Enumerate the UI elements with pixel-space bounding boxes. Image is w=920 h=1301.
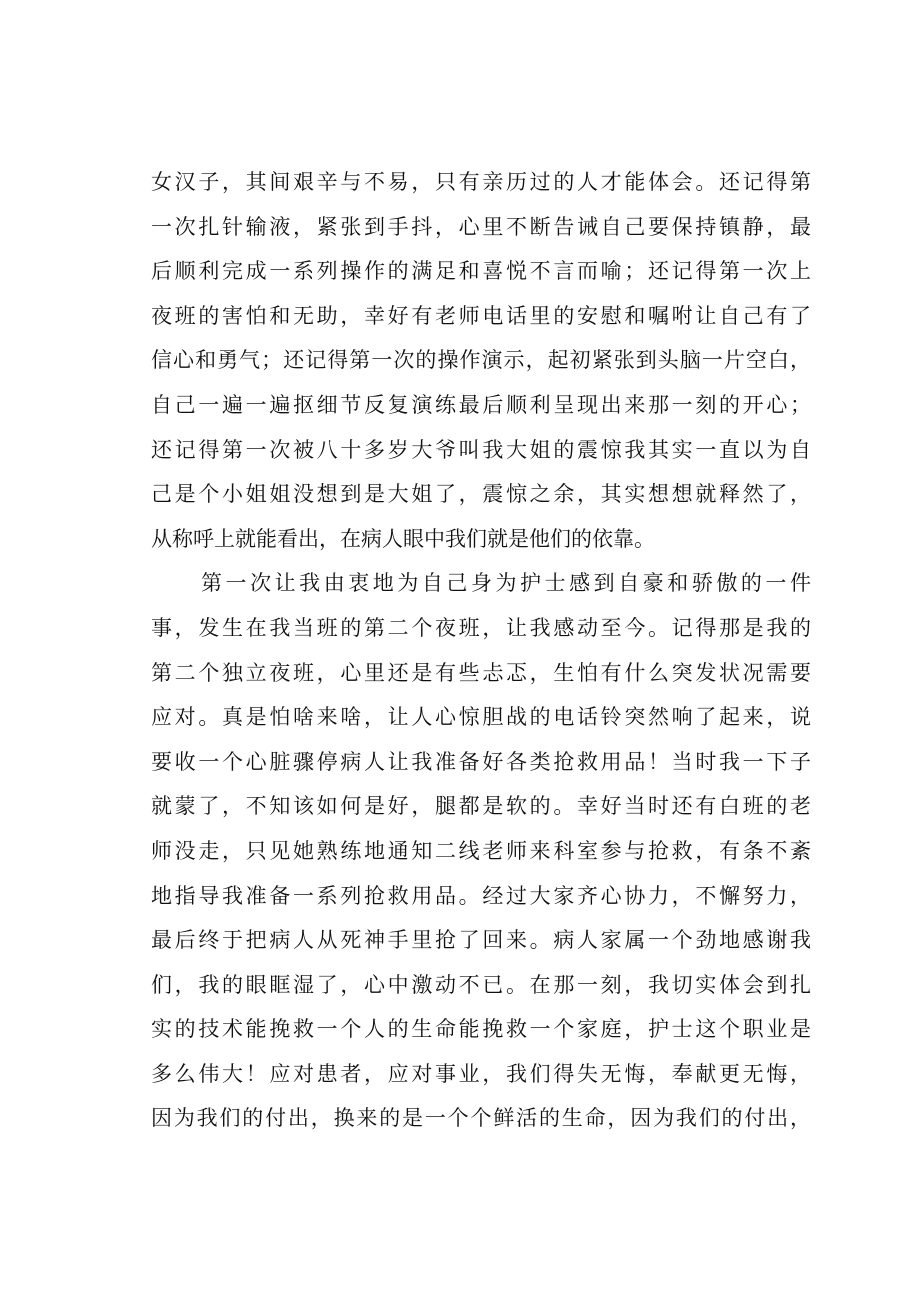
text-line: 实的技术能挽救一个人的生命能挽救一个家庭，护士这个职业是 <box>151 1017 811 1042</box>
text-line: 从称呼上就能看出，在病人眼中我们就是他们的依靠。 <box>151 526 655 551</box>
text-line: 因为我们的付出，换来的是一个个鲜活的生命，因为我们的付出， <box>151 1106 811 1131</box>
text-line: 女汉子，其间艰辛与不易，只有亲历过的人才能体会。还记得第 <box>151 170 811 194</box>
text-line: 事，发生在我当班的第二个夜班，让我感动至今。记得那是我的 <box>151 615 811 640</box>
body-text <box>151 160 811 1141</box>
text-line: 要收一个心脏骤停病人让我准备好各类抢救用品！当时我一下子 <box>151 749 811 774</box>
text-line: 一次扎针输液，紧张到手抖，心里不断告诫自己要保持镇静，最 <box>151 214 811 239</box>
text-line: 第二个独立夜班，心里还是有些忐忑，生怕有什么突发状况需要 <box>151 660 811 685</box>
text-line: 地指导我准备一系列抢救用品。经过大家齐心协力，不懈努力， <box>151 883 811 908</box>
text-line: 后顺利完成一系列操作的满足和喜悦不言而喻；还记得第一次上 <box>151 259 811 284</box>
text-line: 师没走，只见她熟练地通知二线老师来科室参与抢救，有条不紊 <box>151 838 811 863</box>
text-line: 应对。真是怕啥来啥，让人心惊胆战的电话铃突然响了起来，说 <box>151 705 811 730</box>
text-line: 第一次让我由衷地为自己身为护士感到自豪和骄傲的一件 <box>201 571 811 596</box>
text-line: 信心和勇气；还记得第一次的操作演示，起初紧张到头脑一片空白， <box>151 348 811 373</box>
text-line: 最后终于把病人从死神手里抢了回来。病人家属一个劲地感谢我 <box>151 928 811 953</box>
text-line: 夜班的害怕和无助，幸好有老师电话里的安慰和嘱咐让自己有了 <box>151 303 811 328</box>
text-line: 己是个小姐姐没想到是大姐了，震惊之余，其实想想就释然了， <box>151 482 811 507</box>
text-line: 多么伟大！应对患者，应对事业，我们得失无悔，奉献更无悔， <box>151 1061 811 1086</box>
paragraph-1 <box>151 160 811 561</box>
text-line: 们，我的眼眶湿了，心中激动不已。在那一刻，我切实体会到扎 <box>151 972 811 997</box>
text-line: 就蒙了，不知该如何是好，腿都是软的。幸好当时还有白班的老 <box>151 794 811 819</box>
text-line: 自己一遍一遍抠细节反复演练最后顺利呈现出来那一刻的开心； <box>151 392 811 417</box>
text-line: 还记得第一次被八十多岁大爷叫我大姐的震惊我其实一直以为自 <box>151 437 811 462</box>
paragraph-2 <box>151 561 811 1141</box>
